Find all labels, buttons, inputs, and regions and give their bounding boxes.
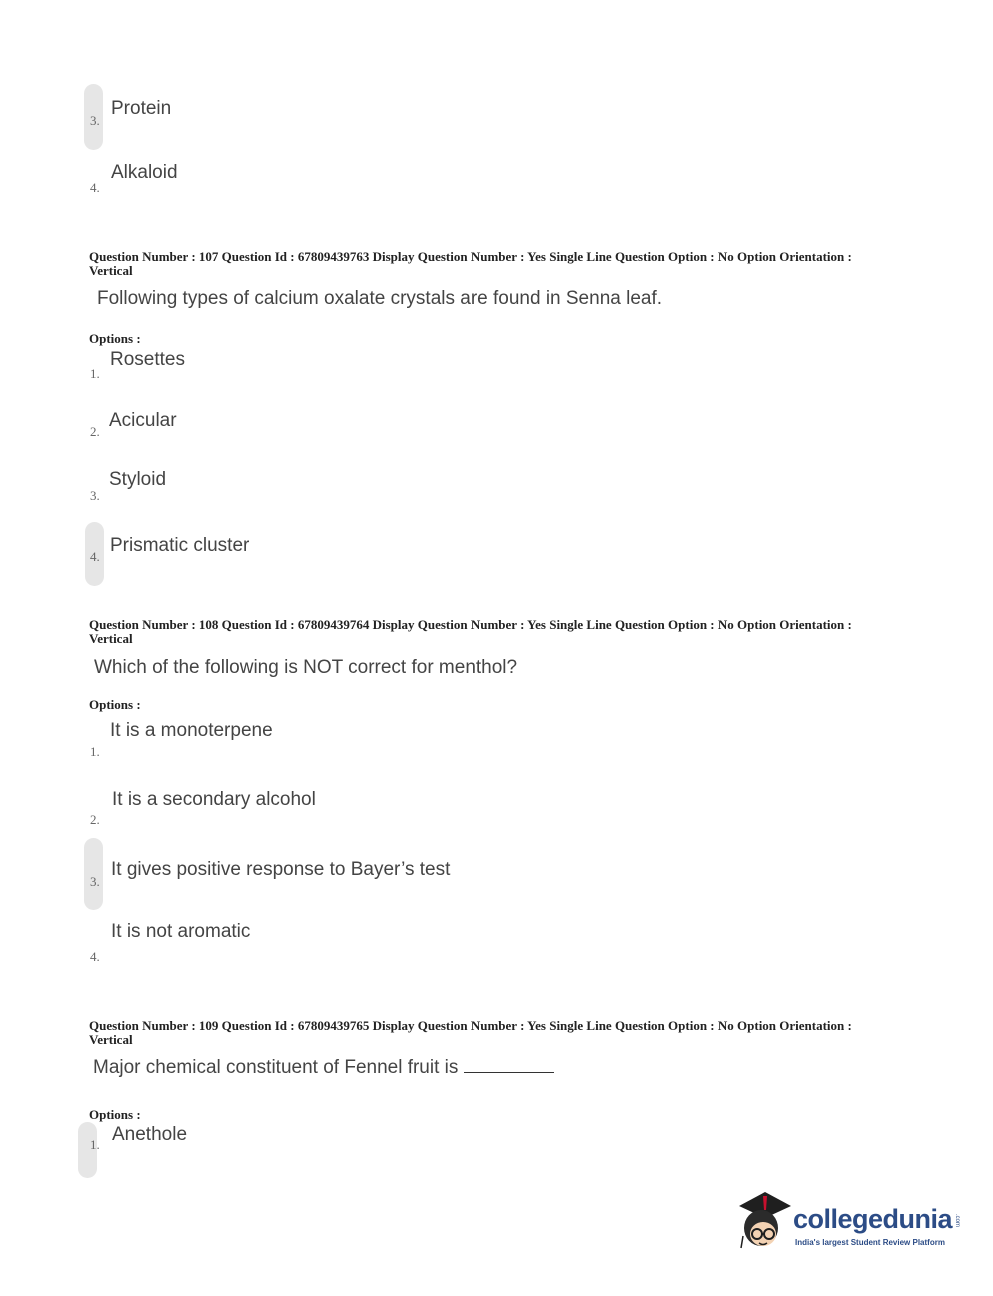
option-text: Acicular bbox=[109, 410, 177, 431]
option-text: Rosettes bbox=[110, 349, 185, 370]
option-number: 3. bbox=[90, 488, 100, 503]
option-number: 1. bbox=[90, 744, 100, 759]
options-label: Options : bbox=[89, 1107, 141, 1122]
option-number: 2. bbox=[90, 424, 100, 439]
option-number: 1. bbox=[90, 1137, 100, 1152]
option-text: Prismatic cluster bbox=[110, 535, 250, 556]
question-meta: Question Number : 108 Question Id : 67809439764 Display Question Number : Yes Single Line Question Option : No Option Orientation : Vertical bbox=[89, 617, 852, 646]
option-text: Alkaloid bbox=[111, 162, 178, 183]
logo-com: .com bbox=[954, 1214, 960, 1228]
option-number: 3. bbox=[90, 874, 100, 889]
options-label: Options : bbox=[89, 331, 141, 346]
question-text bbox=[93, 1057, 554, 1079]
option-text: It is a secondary alcohol bbox=[112, 789, 316, 810]
question-meta: Question Number : 109 Question Id : 67809439765 Display Question Number : Yes Single Line Question Option : No Option Orientation : Vertical bbox=[89, 1018, 852, 1047]
options-label: Options : bbox=[89, 697, 141, 712]
question-meta: Question Number : 107 Question Id : 67809439763 Display Question Number : Yes Single Line Question Option : No Option Orientation : Vertical bbox=[89, 249, 852, 278]
question-text: Following types of calcium oxalate crystals are found in Senna leaf. bbox=[97, 288, 663, 309]
option-number: 2. bbox=[90, 812, 100, 827]
logo-wordmark: collegedunia bbox=[793, 1204, 953, 1234]
mascot-icon bbox=[735, 1190, 793, 1256]
option-number: 3. bbox=[90, 113, 100, 128]
option-number: 4. bbox=[90, 949, 100, 964]
logo-tagline: India's largest Student Review Platform bbox=[795, 1238, 945, 1247]
option-text: Styloid bbox=[109, 469, 167, 490]
option-text: It is a monoterpene bbox=[110, 720, 273, 741]
option-text: It is not aromatic bbox=[111, 921, 251, 942]
answer-blank bbox=[464, 1071, 554, 1073]
option-number: 4. bbox=[90, 549, 100, 564]
option-text: Anethole bbox=[112, 1124, 188, 1145]
option-text: It gives positive response to Bayer’s test bbox=[111, 859, 451, 880]
option-number: 1. bbox=[90, 366, 100, 381]
option-text: Protein bbox=[111, 98, 172, 119]
collegedunia-logo bbox=[735, 1190, 965, 1260]
question-text: Which of the following is NOT correct for menthol? bbox=[94, 657, 518, 678]
question-text-content: Major chemical constituent of Fennel fruit is bbox=[93, 1057, 459, 1078]
option-number: 4. bbox=[90, 180, 100, 195]
